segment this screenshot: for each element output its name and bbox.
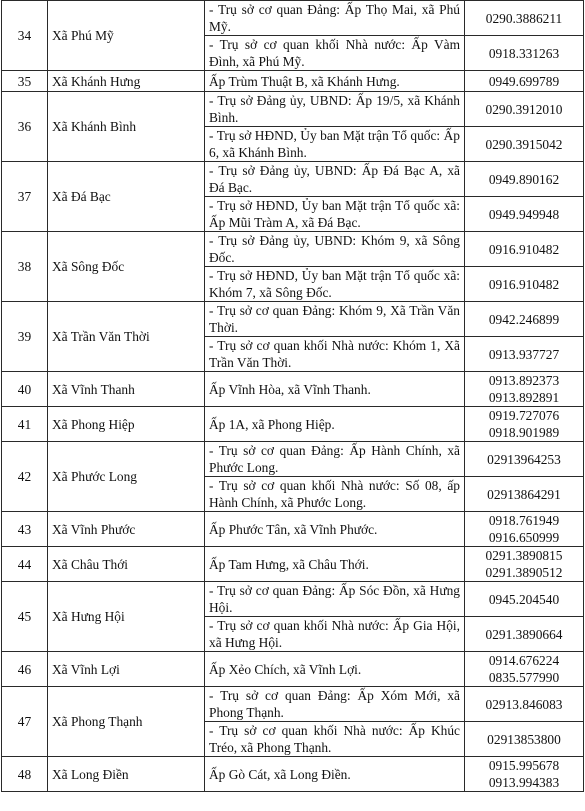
office-address: Ấp Vĩnh Hòa, xã Vĩnh Thanh. — [205, 372, 465, 407]
phone-cell — [465, 477, 584, 512]
commune-name: Xã Khánh Bình — [48, 92, 205, 162]
commune-name: Xã Khánh Hưng — [48, 71, 205, 92]
commune-name: Xã Phước Long — [48, 442, 205, 512]
phone-number: 0918.761949 — [488, 513, 560, 528]
phone-cell — [465, 372, 584, 407]
commune-name: Xã Trần Văn Thời — [48, 302, 205, 372]
commune-name: Xã Phong Thạnh — [48, 687, 205, 757]
commune-name: Xã Vĩnh Phước — [48, 512, 205, 547]
table-row — [2, 547, 584, 582]
row-number: 47 — [2, 687, 48, 757]
office-address: Ấp Phước Tân, xã Vĩnh Phước. — [205, 512, 465, 547]
commune-name: Xã Đá Bạc — [48, 162, 205, 232]
phone-number: 0918.331263 — [488, 45, 560, 61]
phone-number: 0914.676224 — [488, 653, 560, 668]
table-row — [2, 162, 584, 197]
table-row — [2, 757, 584, 792]
phone-number: 0916.650999 — [488, 530, 560, 545]
phone-number: 0918.901989 — [488, 425, 560, 440]
phone-number: 0949.890162 — [488, 171, 560, 187]
row-number: 38 — [2, 232, 48, 302]
phone-number: 02913853800 — [487, 731, 561, 747]
table-row — [2, 71, 584, 92]
phone-number: 0915.995678 — [488, 758, 560, 773]
phone-cell — [465, 617, 584, 652]
phone-cell — [465, 687, 584, 722]
phone-number: 02913964253 — [487, 451, 561, 467]
phone-number: 0290.3915042 — [485, 136, 563, 152]
phone-number: 0913.892373 — [488, 373, 560, 388]
phone-number: 0913.892891 — [488, 390, 560, 405]
commune-name: Xã Vĩnh Lợi — [48, 652, 205, 687]
commune-name: Xã Sông Đốc — [48, 232, 205, 302]
office-address: - Trụ sở cơ quan Đảng: Ấp Thọ Mai, xã Phú Mỹ. — [205, 1, 465, 36]
commune-name: Xã Vĩnh Thanh — [48, 372, 205, 407]
phone-number: 0949.699789 — [488, 73, 560, 89]
phone-number: 0835.577990 — [488, 670, 560, 685]
office-address: - Trụ sở cơ quan Đảng: Ấp Xóm Mới, xã Phong Thạnh. — [205, 687, 465, 722]
phone-number: 0916.910482 — [488, 241, 560, 257]
table-row — [2, 582, 584, 617]
office-address: - Trụ sở Đảng ủy, UBND: Khóm 9, xã Sông Đốc. — [205, 232, 465, 267]
office-address: - Trụ sở cơ quan khối Nhà nước: Ấp Vàm Đình, xã Phú Mỹ. — [205, 36, 465, 71]
phone-cell — [465, 652, 584, 687]
table-row — [2, 652, 584, 687]
row-number: 37 — [2, 162, 48, 232]
phone-cell — [465, 92, 584, 127]
table-row — [2, 442, 584, 477]
row-number: 39 — [2, 302, 48, 372]
phone-cell — [465, 582, 584, 617]
phone-cell — [465, 197, 584, 232]
phone-number: 0913.937727 — [488, 346, 560, 362]
office-address: Ấp 1A, xã Phong Hiệp. — [205, 407, 465, 442]
office-address: - Trụ sở cơ quan Đảng: Ấp Hành Chính, xã Phước Long. — [205, 442, 465, 477]
phone-cell — [465, 36, 584, 71]
row-number: 36 — [2, 92, 48, 162]
phone-number: 0919.727076 — [488, 408, 560, 423]
commune-name: Xã Phú Mỹ — [48, 1, 205, 71]
phone-number: 0942.246899 — [488, 311, 560, 327]
phone-number: 0945.204540 — [488, 591, 560, 607]
phone-number: 0290.3886211 — [485, 10, 563, 26]
office-address: - Trụ sở Đảng ủy, UBND: Ấp 19/5, xã Khánh Bình. — [205, 92, 465, 127]
office-address: Ấp Trùm Thuật B, xã Khánh Hưng. — [205, 71, 465, 92]
row-number: 43 — [2, 512, 48, 547]
office-address: - Trụ sở cơ quan khối Nhà nước: Khóm 1, Xã Trần Văn Thời. — [205, 337, 465, 372]
commune-name: Xã Phong Hiệp — [48, 407, 205, 442]
commune-name: Xã Long Điền — [48, 757, 205, 792]
office-address: Ấp Tam Hưng, xã Châu Thới. — [205, 547, 465, 582]
office-address: - Trụ sở cơ quan Đảng: Ấp Sóc Đồn, xã Hưng Hội. — [205, 582, 465, 617]
phone-cell — [465, 722, 584, 757]
table-row — [2, 1, 584, 36]
phone-cell — [465, 162, 584, 197]
row-number: 48 — [2, 757, 48, 792]
table-row — [2, 232, 584, 267]
phone-number: 0290.3912010 — [485, 101, 563, 117]
phone-cell — [465, 547, 584, 582]
phone-number: 0291.3890815 — [485, 548, 563, 563]
phone-cell — [465, 757, 584, 792]
commune-name: Xã Hưng Hội — [48, 582, 205, 652]
phone-number: 02913.846083 — [485, 696, 563, 712]
row-number: 44 — [2, 547, 48, 582]
row-number: 45 — [2, 582, 48, 652]
row-number: 40 — [2, 372, 48, 407]
phone-number: 0291.3890512 — [485, 565, 563, 580]
phone-cell — [465, 337, 584, 372]
phone-cell — [465, 442, 584, 477]
row-number: 35 — [2, 71, 48, 92]
row-number: 34 — [2, 1, 48, 71]
table-row — [2, 372, 584, 407]
table-row — [2, 687, 584, 722]
table-row — [2, 302, 584, 337]
phone-cell — [465, 232, 584, 267]
phone-cell — [465, 512, 584, 547]
commune-contact-table — [1, 0, 584, 792]
phone-cell — [465, 302, 584, 337]
phone-cell — [465, 407, 584, 442]
office-address: - Trụ sở cơ quan khối Nhà nước: Ấp Gia Hội, xã Hưng Hội. — [205, 617, 465, 652]
office-address: - Trụ sở cơ quan Đảng: Khóm 9, Xã Trần Văn Thời. — [205, 302, 465, 337]
table-row — [2, 512, 584, 547]
office-address: Ấp Xẻo Chích, xã Vĩnh Lợi. — [205, 652, 465, 687]
phone-cell — [465, 1, 584, 36]
phone-cell — [465, 71, 584, 92]
phone-number: 0291.3890664 — [485, 626, 563, 642]
phone-number: 0949.949948 — [488, 206, 560, 222]
row-number: 46 — [2, 652, 48, 687]
phone-number: 02913864291 — [487, 486, 561, 502]
office-address: - Trụ sở cơ quan khối Nhà nước: Số 08, ấp Hành Chính, xã Phước Long. — [205, 477, 465, 512]
office-address: - Trụ sở HĐND, Ủy ban Mặt trận Tổ quốc xã: Khóm 7, xã Sông Đốc. — [205, 267, 465, 302]
phone-cell — [465, 127, 584, 162]
office-address: - Trụ sở Đảng ủy, UBND: Ấp Đá Bạc A, xã Đá Bạc. — [205, 162, 465, 197]
office-address: - Trụ sở HĐND, Ủy ban Mặt trận Tổ quốc xã: Ấp Mũi Tràm A, xã Đá Bạc. — [205, 197, 465, 232]
table-row — [2, 407, 584, 442]
row-number: 41 — [2, 407, 48, 442]
table-row — [2, 92, 584, 127]
row-number: 42 — [2, 442, 48, 512]
office-address: - Trụ sở cơ quan khối Nhà nước: Ấp Khúc Tréo, xã Phong Thạnh. — [205, 722, 465, 757]
office-address: - Trụ sở HĐND, Ủy ban Mặt trận Tổ quốc: Ấp 6, xã Khánh Bình. — [205, 127, 465, 162]
office-address: Ấp Gò Cát, xã Long Điền. — [205, 757, 465, 792]
phone-number: 0916.910482 — [488, 276, 560, 292]
commune-name: Xã Châu Thới — [48, 547, 205, 582]
phone-cell — [465, 267, 584, 302]
phone-number: 0913.994383 — [488, 775, 560, 790]
